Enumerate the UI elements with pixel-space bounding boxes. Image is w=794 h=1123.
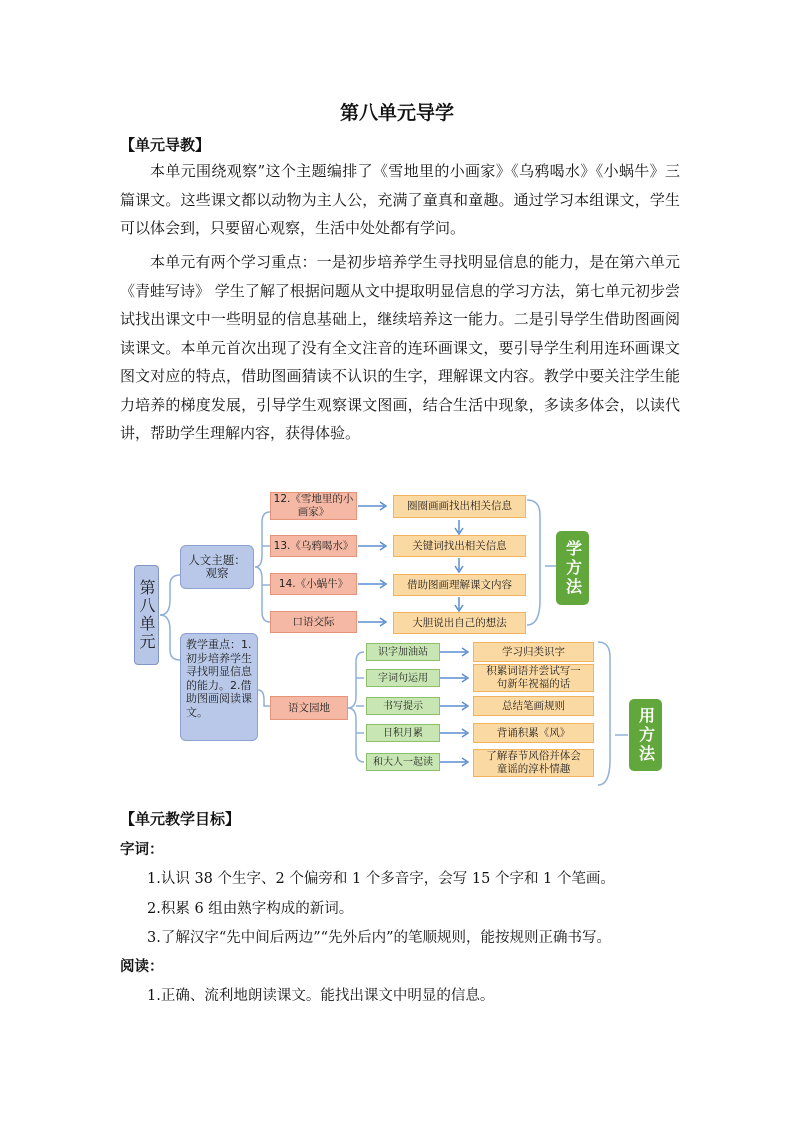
use-method-label: [629, 699, 662, 771]
lesson-label-14: 14.《小蜗牛》: [278, 577, 349, 590]
lesson-method-2: [393, 535, 526, 557]
lesson-method-label-4: 大胆说出自己的想法: [412, 616, 507, 629]
garden-method-1: [473, 642, 594, 662]
garden-method-4: [473, 723, 594, 743]
garden-method-5: [473, 749, 594, 777]
garden-item-4: [366, 724, 440, 742]
garden-method-label-1: 学习归类识字: [502, 645, 565, 658]
garden-item-label-3: 书写提示: [383, 700, 423, 712]
garden-method-label-2: 积累词语并尝试写一句新年祝福的话: [486, 665, 581, 690]
garden-method-3: [473, 696, 594, 716]
focus-label: 教学重点：1.初步培养学生寻找明显信息的能力。2.借助图画阅读课文。: [186, 638, 252, 719]
diagram-root-unit: [134, 565, 159, 665]
lesson-node-oral: [270, 611, 357, 633]
lesson-method-3: [393, 574, 526, 596]
lesson-method-label-1: 圈圈画画找出相关信息: [407, 500, 512, 512]
reading-label: 阅读：: [120, 958, 164, 975]
diagram-root-label: 第八单元: [137, 579, 156, 651]
garden-method-2: [473, 664, 594, 692]
learn-method-text: 学方法: [563, 539, 583, 597]
lesson-node-12: [270, 492, 357, 520]
lesson-label-13: 13.《乌鸦喝水》: [273, 539, 354, 552]
theme-label: 人文主题：观察: [188, 553, 246, 580]
garden-node: [270, 696, 348, 720]
lesson-label-12: 12.《雪地里的小画家》: [273, 493, 354, 518]
learn-method-label: [556, 531, 589, 605]
lesson-method-label-2: 关键词找出相关信息: [412, 539, 507, 552]
lesson-node-13: [270, 535, 357, 557]
lesson-label-oral: 口语交际: [292, 615, 335, 628]
garden-item-1: [366, 643, 440, 661]
lesson-method-1: [393, 495, 526, 518]
use-method-text: 用方法: [636, 706, 656, 764]
words-item-1: 1.认识 38 个生字、2 个偏旁和 1 个多音字，会写 15 个字和 1 个笔画。: [147, 871, 615, 887]
garden-label: 语文园地: [288, 701, 330, 714]
page-title: 第八单元导学: [339, 102, 454, 124]
reading-item-1: 1.正确、流利地朗读课文。能找出课文中明显的信息。: [147, 988, 495, 1004]
garden-item-label-5: 和大人一起读: [373, 756, 433, 768]
lesson-method-label-3: 借助图画理解课文内容: [407, 578, 512, 591]
garden-item-2: [366, 669, 440, 687]
focus-node: [180, 633, 258, 741]
guide-paragraph-1: 本单元围绕观察”这个主题编排了《雪地里的小画家》《乌鸦喝水》《小蜗牛》三篇课文。这些课文都以动物为主人公，充满了童真和童趣。通过学习本组课文，学生可以体会到，只要留心观察，生活中处处都有学问。: [120, 162, 680, 237]
garden-item-3: [366, 697, 440, 715]
words-item-3: 3.了解汉字“先中间后两边”“先外后内”的笔顺规则，能按规则正确书写。: [147, 930, 611, 946]
guide-paragraph-2: 本单元有两个学习重点：一是初步培养学生寻找明显信息的能力，是在第六单元《青蛙写诗》 学生了解了根据问题从文中提取明显信息的学习方法，第七单元初步尝试找出课文中一些明显的信息基础上，继续培养这一能力。二是引导学生借助图画阅读课文。本单元首次出现了没有全文注音的连环画课文，要引导学生利用连环画课文图文对应的特点，借助图画猜读不认识的生字，理解课文内容。教学中要关注学生能力培养的梯度发展，引导学生观察课文图画，结合生活中现象，多读多体会，以读代讲，帮助学生理解内容，获得体验。: [120, 253, 680, 442]
theme-node: [180, 545, 254, 589]
lesson-method-4: [393, 612, 526, 634]
words-label: 字词：: [120, 841, 164, 858]
garden-method-label-4: 背诵积累《风》: [496, 726, 571, 739]
lesson-node-14: [270, 573, 357, 595]
garden-item-label-1: 识字加油站: [378, 646, 428, 658]
garden-method-label-3: 总结笔画规则: [502, 699, 565, 712]
goals-heading: 【单元教学目标】: [120, 810, 241, 828]
garden-item-label-2: 字词句运用: [378, 672, 428, 684]
garden-item-5: [366, 753, 440, 771]
guide-heading: 【单元导教】: [120, 136, 211, 154]
garden-method-label-5: 了解春节风俗并体会童谣的淳朴情趣: [486, 750, 581, 775]
garden-item-label-4: 日积月累: [383, 727, 423, 739]
words-item-2: 2.积累 6 组由熟字构成的新词。: [147, 901, 354, 917]
